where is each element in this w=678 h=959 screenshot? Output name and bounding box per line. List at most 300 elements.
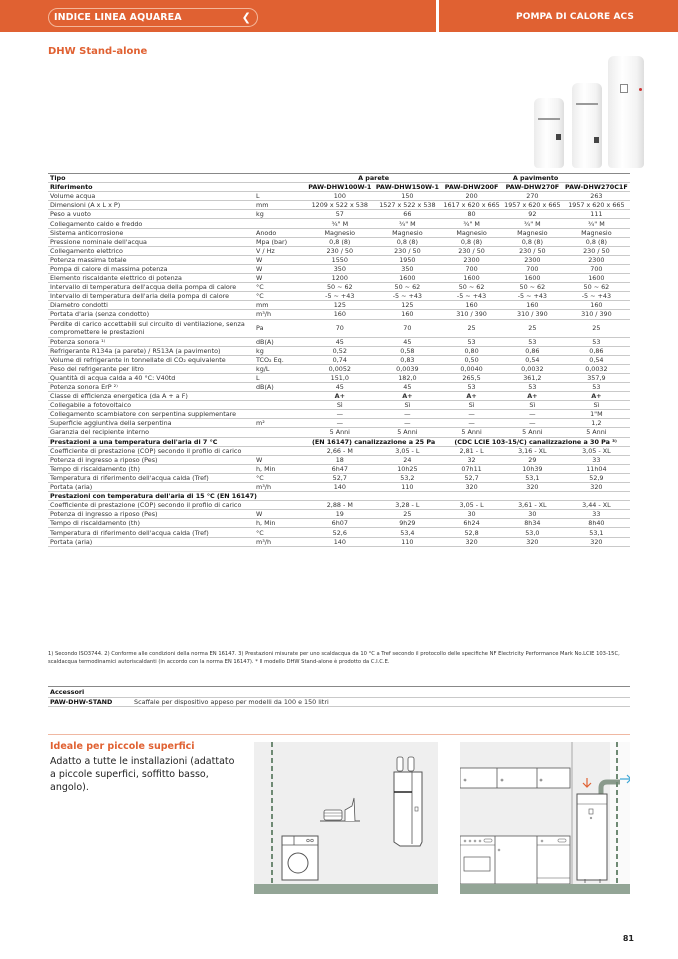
row-unit: mm [254, 301, 306, 310]
row-value: A+ [306, 392, 374, 401]
row-label: Elemento riscaldante elettrico di potenza [48, 274, 254, 283]
row-label: Tempo di riscaldamento (th) [48, 519, 254, 528]
table-row [48, 283, 630, 292]
row-value: 0,50 [441, 355, 502, 364]
row-value: 3,16 - XL [502, 446, 563, 455]
table-row [48, 419, 630, 428]
row-unit: Anodo [254, 228, 306, 237]
row-label: Potenza sonora ¹⁾ [48, 337, 254, 346]
model-2: PAW-DHW150W-1 [374, 183, 442, 192]
row-value: 2300 [502, 255, 563, 264]
row-value: 80 [441, 210, 502, 219]
table-row [48, 501, 630, 510]
row-unit: L [254, 192, 306, 201]
row-unit: dB(A) [254, 382, 306, 391]
row-value: 320 [502, 483, 563, 492]
row-value: 1600 [441, 274, 502, 283]
row-value: — [502, 419, 563, 428]
row-value: — [306, 410, 374, 419]
row-value: 45 [374, 382, 442, 391]
row-value: 0,80 [441, 346, 502, 355]
row-value: 29 [502, 455, 563, 464]
row-value: 361,2 [502, 373, 563, 382]
row-value: -5 ~ +43 [374, 292, 442, 301]
row-value: — [441, 419, 502, 428]
table-row [48, 274, 630, 283]
row-label: Potenza di ingresso a riposo (Pes) [48, 510, 254, 519]
row-value: 320 [563, 537, 630, 546]
row-value: 3,28 - L [374, 501, 442, 510]
row-value: 1550 [306, 255, 374, 264]
feature-title: Ideale per piccole superfici [50, 741, 195, 752]
ref-label: Riferimento [48, 183, 254, 192]
model-5: PAW-DHW270C1F [563, 183, 630, 192]
row-value: 320 [502, 537, 563, 546]
row-value: 160 [563, 301, 630, 310]
row-value: 320 [441, 483, 502, 492]
row-value: 320 [563, 483, 630, 492]
table-row [48, 355, 630, 364]
row-label: Collegamento caldo e freddo [48, 219, 254, 228]
row-value: 320 [441, 537, 502, 546]
row-value: ¾" M [374, 219, 442, 228]
row-value: — [374, 419, 442, 428]
row-value: 0,0039 [374, 364, 442, 373]
row-label: Coefficiente di prestazione (COP) secondo il profilo di carico [48, 501, 254, 510]
row-value: 53 [563, 337, 630, 346]
row-label: Coefficiente di prestazione (COP) secondo il profilo di carico [48, 446, 254, 455]
row-unit: m³/h [254, 310, 306, 319]
row-label: Volume acqua [48, 192, 254, 201]
row-value: 07h11 [441, 464, 502, 473]
row-unit [254, 401, 306, 410]
row-label: Peso del refrigerante per litro [48, 364, 254, 373]
table-row [48, 201, 630, 210]
row-unit: W [254, 264, 306, 273]
row-value: 0,8 (8) [306, 237, 374, 246]
row-value: 350 [374, 264, 442, 273]
row-value: 0,0032 [502, 364, 563, 373]
row-label: Quantità di acqua calda a 40 °C: V40td [48, 373, 254, 382]
row-value: 18 [306, 455, 374, 464]
table-row [48, 255, 630, 264]
row-unit: m² [254, 419, 306, 428]
row-value: 2300 [441, 255, 502, 264]
row-value: 92 [502, 210, 563, 219]
row-value: 5 Anni [502, 428, 563, 437]
row-value: 160 [306, 310, 374, 319]
group-wall: A parete [306, 174, 441, 183]
row-value: 700 [441, 264, 502, 273]
row-value: 52,9 [563, 473, 630, 482]
product-images [530, 50, 650, 168]
table-row [48, 364, 630, 373]
table-row [48, 210, 630, 219]
table-row [48, 483, 630, 492]
row-value: 1"M [563, 410, 630, 419]
row-value: 1617 x 620 x 665 [441, 201, 502, 210]
row-label: Sistema anticorrosione [48, 228, 254, 237]
table-row [48, 528, 630, 537]
group-floor: A pavimento [441, 174, 630, 183]
row-value: 160 [502, 301, 563, 310]
row-value: 6h47 [306, 464, 374, 473]
product-image-150l [572, 83, 602, 168]
row-value: 52,7 [306, 473, 374, 482]
row-value: 0,8 (8) [441, 237, 502, 246]
row-value: 3,05 - L [374, 446, 442, 455]
row-unit: W [254, 274, 306, 283]
row-value: 53,0 [502, 528, 563, 537]
row-unit: Mpa (bar) [254, 237, 306, 246]
section-title-7c: Prestazioni a una temperatura dell'aria di 7 °C [48, 437, 306, 446]
type-label: Tipo [48, 174, 254, 183]
index-link-button[interactable] [48, 8, 258, 27]
row-value: 30 [502, 510, 563, 519]
row-value: 0,86 [563, 346, 630, 355]
row-value: — [306, 419, 374, 428]
row-value: -5 ~ +43 [306, 292, 374, 301]
product-image-270l [608, 56, 644, 168]
table-row [48, 346, 630, 355]
row-value: 57 [306, 210, 374, 219]
table-row [48, 264, 630, 273]
row-unit: kg [254, 210, 306, 219]
row-value: 11h04 [563, 464, 630, 473]
row-value: 1527 x 522 x 538 [374, 201, 442, 210]
row-value: 0,0052 [306, 364, 374, 373]
row-unit [254, 446, 306, 455]
row-label: Portata (aria) [48, 537, 254, 546]
row-value: 25 [502, 319, 563, 337]
table-row [48, 192, 630, 201]
row-value: Magnesio [306, 228, 374, 237]
table-row [48, 410, 630, 419]
row-value: 140 [306, 483, 374, 492]
row-label: Garanzia del recipiente interno [48, 428, 254, 437]
table-row [48, 219, 630, 228]
row-label: Potenza di ingresso a riposo (Pes) [48, 455, 254, 464]
row-label: Collegamento scambiatore con serpentina supplementare [48, 410, 254, 419]
feature-text: Adatto a tutte le installazioni (adattato a piccole superfici, soffitto basso, angolo). [50, 756, 235, 793]
row-value: 0,8 (8) [374, 237, 442, 246]
row-label: Tempo di riscaldamento (th) [48, 464, 254, 473]
row-value: 700 [563, 264, 630, 273]
row-value: 53 [441, 337, 502, 346]
row-unit: kg/L [254, 364, 306, 373]
row-value: 8h34 [502, 519, 563, 528]
row-unit: °C [254, 283, 306, 292]
row-label: Perdite di carico accettabili sul circuito di ventilazione, senza compromettere le prestazioni [48, 319, 254, 337]
row-value: 53,1 [563, 528, 630, 537]
row-unit [254, 501, 306, 510]
header-divider [436, 0, 439, 32]
model-4: PAW-DHW270F [502, 183, 563, 192]
row-value: 182,0 [374, 373, 442, 382]
row-value: 0,74 [306, 355, 374, 364]
accessory-code: PAW-DHW-STAND [50, 698, 113, 706]
row-value: -5 ~ +43 [563, 292, 630, 301]
row-value: 70 [306, 319, 374, 337]
row-label: Intervallo di temperatura dell'acqua della pompa di calore [48, 283, 254, 292]
row-label: Temperatura di riferimento dell'acqua calda (Tref) [48, 528, 254, 537]
row-value: 1957 x 620 x 665 [502, 201, 563, 210]
table-row [48, 228, 630, 237]
row-value: 0,52 [306, 346, 374, 355]
air-in-arrow-icon [583, 778, 591, 787]
row-unit: dB(A) [254, 337, 306, 346]
table-row [48, 510, 630, 519]
row-value: 5 Anni [563, 428, 630, 437]
row-value: 0,54 [563, 355, 630, 364]
index-label: INDICE LINEA AQUAREA [54, 12, 182, 23]
row-value: 53 [502, 382, 563, 391]
row-label: Portata (aria) [48, 483, 254, 492]
row-value: 160 [441, 301, 502, 310]
row-value: 310 / 390 [502, 310, 563, 319]
row-value: 2,88 - M [306, 501, 374, 510]
row-value: 50 ~ 62 [563, 283, 630, 292]
table-row [48, 319, 630, 337]
row-value: 53 [441, 382, 502, 391]
row-value: 5 Anni [306, 428, 374, 437]
row-value: ¾" M [441, 219, 502, 228]
row-unit: m³/h [254, 537, 306, 546]
row-value: A+ [441, 392, 502, 401]
row-value: 70 [374, 319, 442, 337]
row-value: 1600 [502, 274, 563, 283]
row-value: 2,66 - M [306, 446, 374, 455]
row-value: 3,05 - XL [563, 446, 630, 455]
row-value: Sì [563, 401, 630, 410]
row-unit: W [254, 255, 306, 264]
row-unit: W [254, 455, 306, 464]
row-value: 160 [374, 310, 442, 319]
row-value: Magnesio [441, 228, 502, 237]
page-number: 81 [622, 934, 634, 943]
row-value: 50 ~ 62 [502, 283, 563, 292]
table-row [48, 310, 630, 319]
row-value: 1,2 [563, 419, 630, 428]
row-value: 150 [374, 192, 442, 201]
row-label: Classe di efficienza energetica (da A + a F) [48, 392, 254, 401]
section-row-15c [48, 492, 630, 501]
row-value: 2,81 - L [441, 446, 502, 455]
row-value: 1209 x 522 x 538 [306, 201, 374, 210]
row-value: 53,4 [374, 528, 442, 537]
row-value: 140 [306, 537, 374, 546]
row-value: A+ [502, 392, 563, 401]
row-unit: h, Min [254, 519, 306, 528]
row-value: 200 [441, 192, 502, 201]
row-value: 230 / 50 [502, 246, 563, 255]
row-value: 9h29 [374, 519, 442, 528]
row-label: Collegamento elettrico [48, 246, 254, 255]
row-value: 25 [563, 319, 630, 337]
row-value: 10h39 [502, 464, 563, 473]
section-divider [48, 734, 630, 735]
row-label: Potenza massima totale [48, 255, 254, 264]
table-row [48, 292, 630, 301]
row-value: — [441, 410, 502, 419]
accessories-table [48, 686, 630, 707]
row-value: 100 [306, 192, 374, 201]
row-label: Volume di refrigerante in tonnellate di CO₂ equivalente [48, 355, 254, 364]
row-value: 25 [441, 319, 502, 337]
row-value: 33 [563, 455, 630, 464]
row-value: 700 [502, 264, 563, 273]
row-value: 53,2 [374, 473, 442, 482]
row-value: 1600 [563, 274, 630, 283]
row-value: 30 [441, 510, 502, 519]
footnote: 1) Secondo ISO3744. 2) Conforme alle condizioni della norma EN 16147. 3) Prestazioni misurate per uno scaldacqua da 10 °C a Tref secondo il protocollo delle specifiche NF Electricity Performance Mark No.LCIE 103-15C, scaldacqua termodinamici autoriscaldanti (in accordo con la norma EN 16147). * Il modello DHW Stand-alone è prodotto da C.I.C.E. [48, 651, 620, 665]
row-value: 1957 x 620 x 665 [563, 201, 630, 210]
row-value: 230 / 50 [306, 246, 374, 255]
table-row [48, 392, 630, 401]
row-value: 270 [502, 192, 563, 201]
floor [254, 884, 438, 894]
row-value: 5 Anni [374, 428, 442, 437]
row-value: 25 [374, 510, 442, 519]
row-value: 265,5 [441, 373, 502, 382]
row-label: Refrigerante R134a (a parete) / R513A (a pavimento) [48, 346, 254, 355]
section-row-7c [48, 437, 630, 446]
row-value: 50 ~ 62 [306, 283, 374, 292]
row-unit: m³/h [254, 483, 306, 492]
row-value: 8h40 [563, 519, 630, 528]
row-value: Magnesio [374, 228, 442, 237]
model-3: PAW-DHW200F [441, 183, 502, 192]
table-row [48, 428, 630, 437]
row-value: 53 [563, 382, 630, 391]
row-value: 3,61 - XL [502, 501, 563, 510]
row-value: 230 / 50 [563, 246, 630, 255]
row-unit: W [254, 510, 306, 519]
row-label: Temperatura di riferimento dell'acqua calda (Tref) [48, 473, 254, 482]
table-row [48, 337, 630, 346]
row-unit: kg [254, 346, 306, 355]
row-value: 6h24 [441, 519, 502, 528]
table-row [48, 237, 630, 246]
row-value: 32 [441, 455, 502, 464]
row-label: Diametro condotti [48, 301, 254, 310]
row-value: 1600 [374, 274, 442, 283]
table-row [48, 537, 630, 546]
row-value: 10h25 [374, 464, 442, 473]
row-unit [254, 392, 306, 401]
row-label: Potenza sonora ErP ²⁾ [48, 382, 254, 391]
row-label: Intervallo di temperatura dell'aria della pompa di calore [48, 292, 254, 301]
table-row [48, 455, 630, 464]
row-value: A+ [374, 392, 442, 401]
row-value: — [374, 410, 442, 419]
row-value: Sì [502, 401, 563, 410]
table-row [48, 373, 630, 382]
row-value: 0,8 (8) [563, 237, 630, 246]
row-unit: °C [254, 528, 306, 537]
row-label: Superficie aggiuntiva della serpentina [48, 419, 254, 428]
row-label: Dimensioni (A x L x P) [48, 201, 254, 210]
row-value: -5 ~ +43 [502, 292, 563, 301]
row-value: 6h07 [306, 519, 374, 528]
table-row [48, 519, 630, 528]
table-row [48, 246, 630, 255]
section-note-wall: (EN 16147) canalizzazione a 25 Pa [306, 437, 441, 446]
table-row [48, 401, 630, 410]
row-value: — [502, 410, 563, 419]
row-value: 33 [563, 510, 630, 519]
row-value: 52,8 [441, 528, 502, 537]
row-value: 230 / 50 [441, 246, 502, 255]
table-row [48, 382, 630, 391]
row-value: 151,0 [306, 373, 374, 382]
row-label: Portata d'aria (senza condotto) [48, 310, 254, 319]
row-value: Sì [374, 401, 442, 410]
row-unit: L [254, 373, 306, 382]
row-unit: h, Min [254, 464, 306, 473]
row-unit [254, 410, 306, 419]
wall-mounted-heater-laundry-illustration [254, 742, 438, 894]
accessory-description: Scaffale per dispositivo appeso per modelli da 100 e 150 litri [134, 698, 329, 706]
row-label: Peso a vuoto [48, 210, 254, 219]
row-value: 111 [563, 210, 630, 219]
row-value: Magnesio [502, 228, 563, 237]
row-label: Collegabile a fotovoltaico [48, 401, 254, 410]
model-1: PAW-DHW100W-1 [306, 183, 374, 192]
row-value: 53,1 [502, 473, 563, 482]
section-title-15c: Prestazioni con temperatura dell'aria di 15 °C (EN 16147) [48, 492, 630, 501]
row-unit: °C [254, 292, 306, 301]
row-value: 310 / 390 [441, 310, 502, 319]
row-value: 0,86 [502, 346, 563, 355]
row-value: 1950 [374, 255, 442, 264]
row-value: 350 [306, 264, 374, 273]
row-value: 3,05 - L [441, 501, 502, 510]
table-row [48, 446, 630, 455]
row-unit: Pa [254, 319, 306, 337]
row-value: 45 [306, 382, 374, 391]
row-value: 0,83 [374, 355, 442, 364]
table-row [48, 301, 630, 310]
row-value: 45 [306, 337, 374, 346]
floor [460, 884, 630, 894]
accessories-title: Accessori [48, 686, 630, 697]
row-value: 50 ~ 62 [374, 283, 442, 292]
row-value: 357,9 [563, 373, 630, 382]
spec-table [48, 173, 630, 547]
row-value: 24 [374, 455, 442, 464]
row-value: Magnesio [563, 228, 630, 237]
row-unit: V / Hz [254, 246, 306, 255]
chevron-left-icon: ❮ [241, 11, 251, 24]
row-value: 5 Anni [441, 428, 502, 437]
section-note-floor: (CDC LCIE 103-15/C) canalizzazione a 30 Pa ³⁾ [441, 437, 630, 446]
row-value: A+ [563, 392, 630, 401]
row-value: 0,0040 [441, 364, 502, 373]
row-value: 0,0032 [563, 364, 630, 373]
row-value: 2300 [563, 255, 630, 264]
row-label: Pompa di calore di massima potenza [48, 264, 254, 273]
row-label: Pressione nominale dell'acqua [48, 237, 254, 246]
row-value: 1200 [306, 274, 374, 283]
row-value: 52,6 [306, 528, 374, 537]
top-bar [0, 0, 678, 32]
row-unit: °C [254, 473, 306, 482]
row-unit: mm [254, 201, 306, 210]
row-value: 0,58 [374, 346, 442, 355]
accessory-row [48, 697, 630, 707]
row-value: 110 [374, 483, 442, 492]
